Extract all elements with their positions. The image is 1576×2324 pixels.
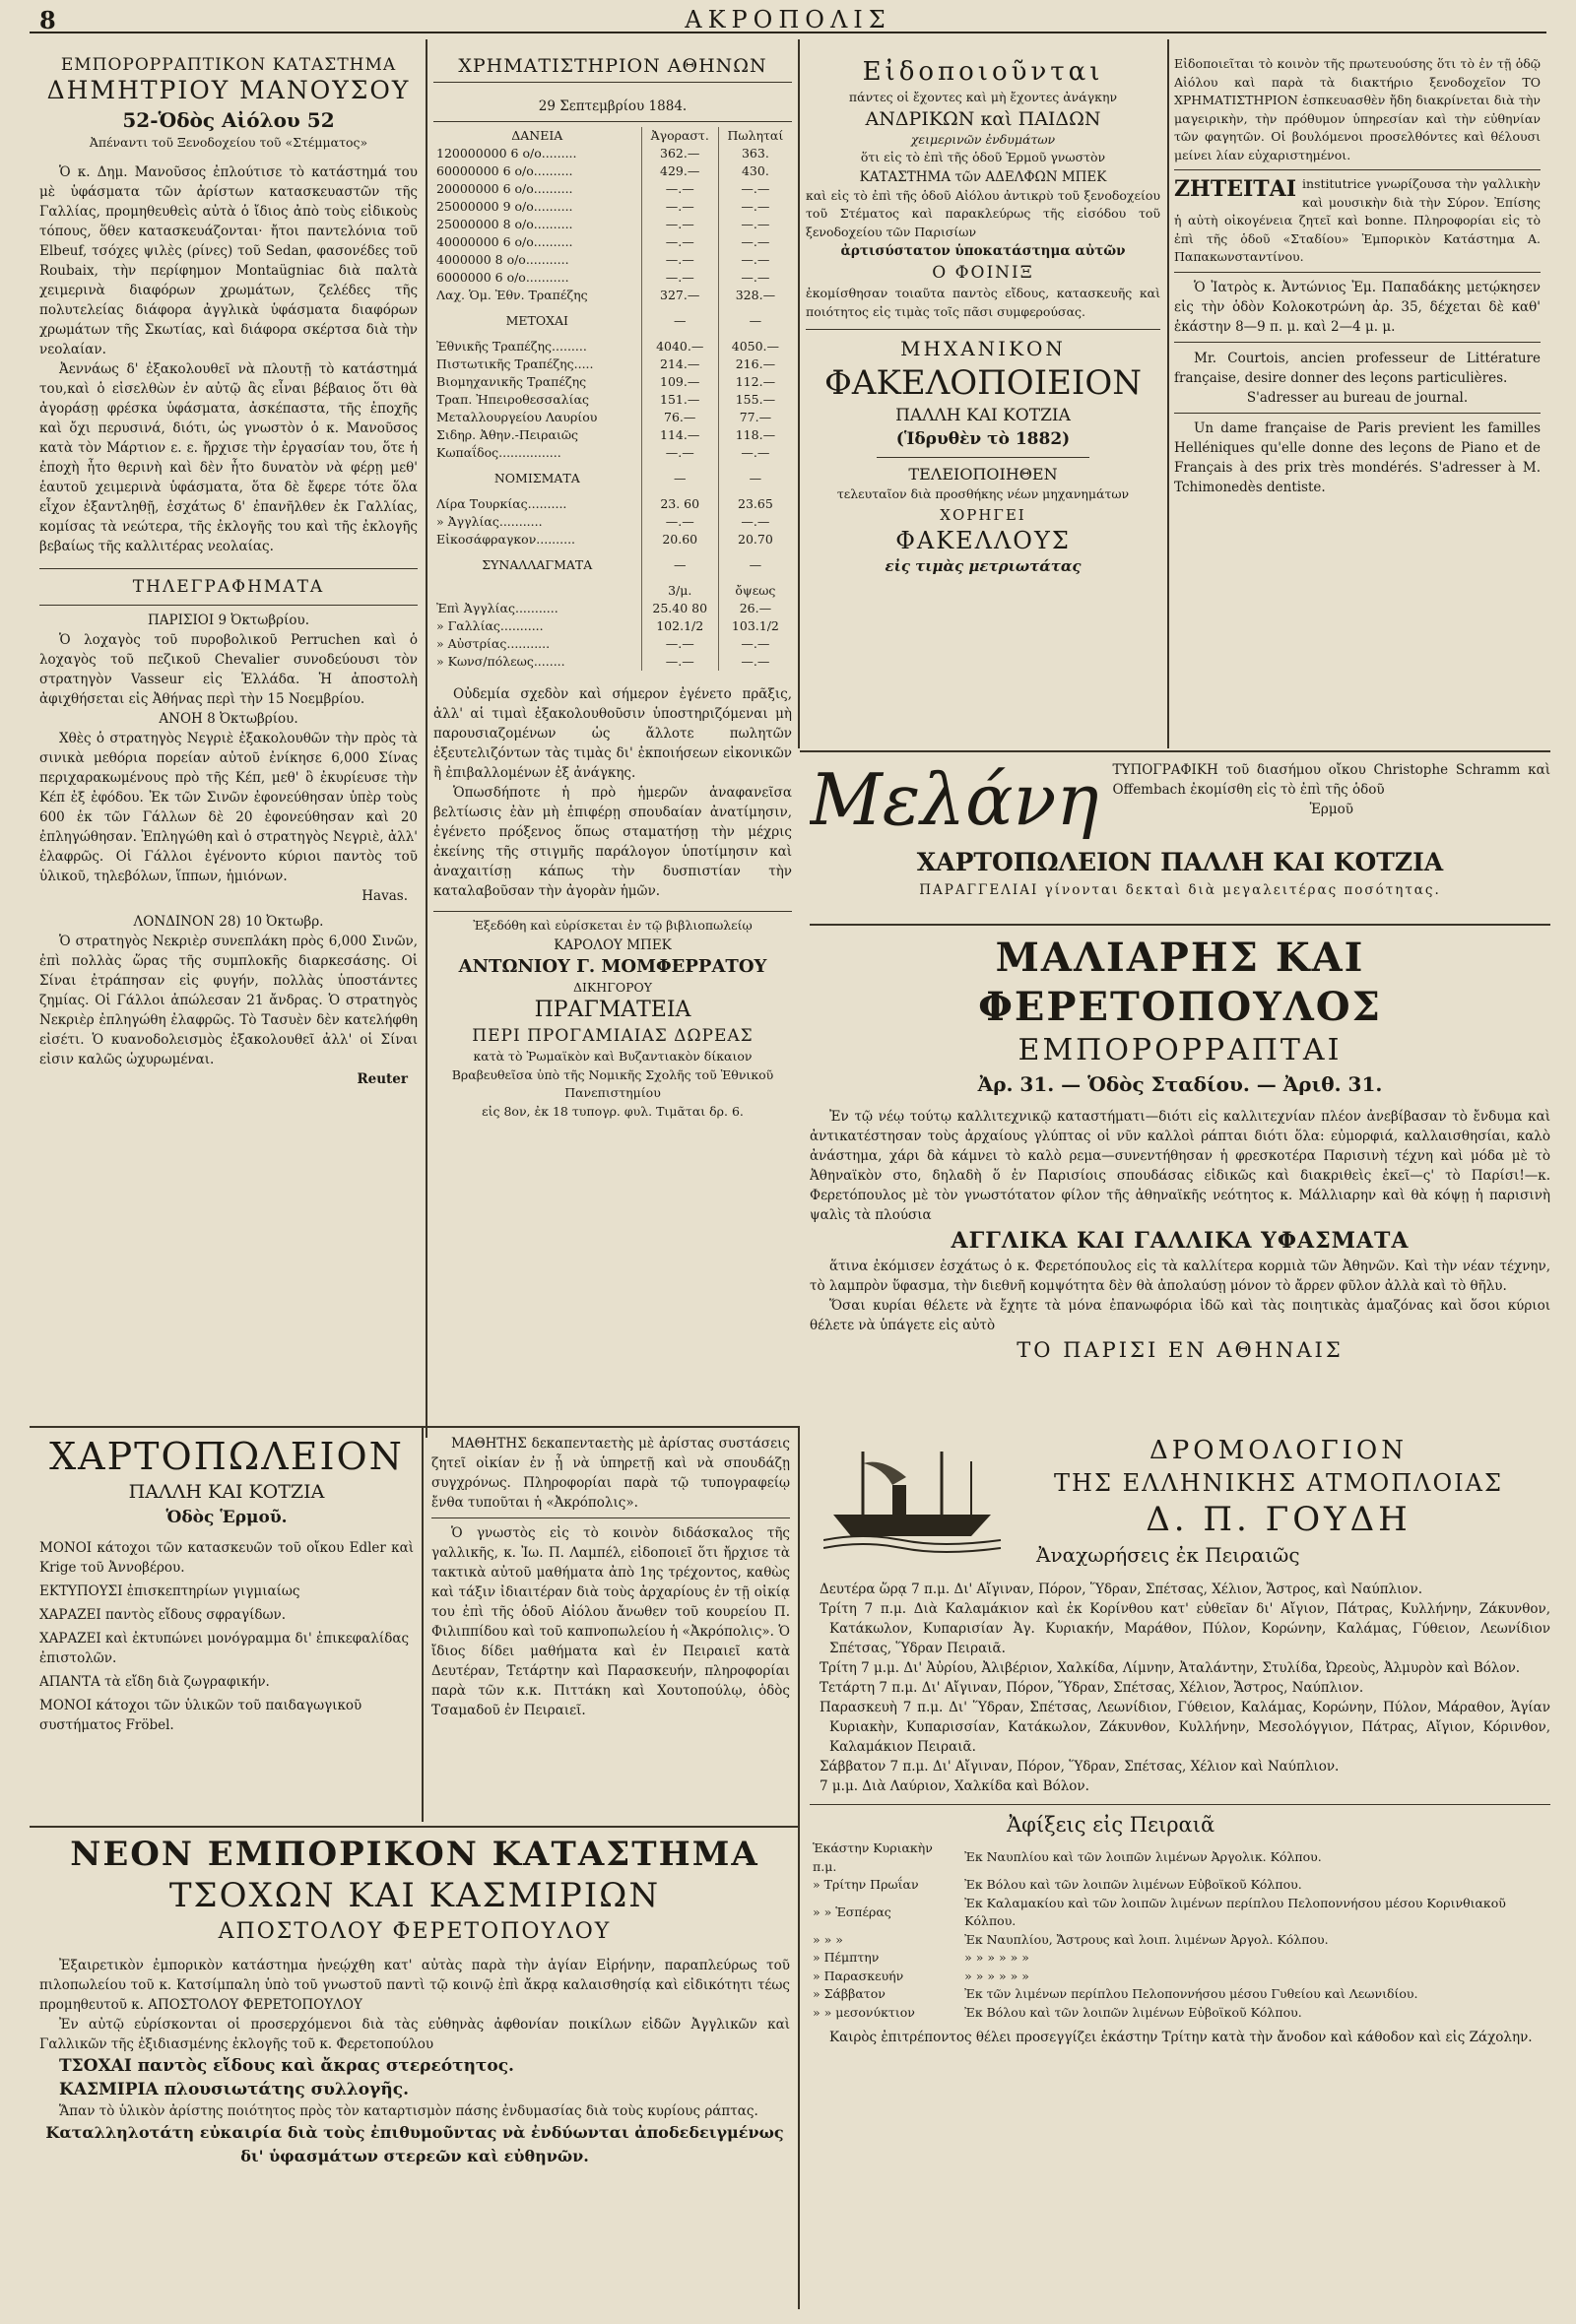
table-row xyxy=(433,233,792,251)
market-note: Ὁπωσδήποτε ἡ πρὸ ἡμερῶν ἀναφανεῖσα βελτίωσις ἐὰν μὴ ἐπιφέρῃ σπουδαίαν ἀνατίμησιν, ἐγένετο πρόξενος ὅπως σταματήσῃ τὴν μέχρις ἐκείνης τῆς στιγμῆς παράλογον ὑποτίμησιν καὶ ἀναχαιτίσῃ κάπως τὴν δυσπιστίαν τὴν καταλαβοῦσαν τὴν ἀγορὰν ἡμῶν. xyxy=(433,785,792,899)
table-row xyxy=(433,531,792,549)
table-cell: —.— xyxy=(641,251,718,269)
table-row xyxy=(810,1931,1550,1950)
table-cell: » Ἀγγλίας........... xyxy=(433,513,641,531)
table-cell: Μεταλλουργείου Λαυρίου xyxy=(433,409,641,426)
section-rule xyxy=(30,1826,800,1828)
notice-title: Εἰδοποιοῦνται xyxy=(862,57,1104,87)
table-cell: Εἰκοσάφραγκον.......... xyxy=(433,531,641,549)
table-cell: » Τρίτην Πρωΐαν xyxy=(813,1877,919,1892)
table-header: ΔΑΝΕΙΑ xyxy=(433,127,641,145)
factory-line: τελευταῖον διὰ προσθήκης νέων μηχανημάτων xyxy=(836,486,1130,501)
arrivals-table xyxy=(810,1840,1550,2022)
table-cell: 363. xyxy=(741,146,769,161)
column-rule xyxy=(798,39,800,748)
table-cell: 76.— xyxy=(641,409,718,426)
ink-ad-street: Ἑρμοῦ xyxy=(1309,802,1353,817)
table-cell: —.— xyxy=(741,514,770,529)
table-cell: » » μεσονύκτιον xyxy=(813,2004,915,2020)
table-cell: —.— xyxy=(741,445,770,460)
table-row xyxy=(433,338,792,355)
book-ad-line: εἰς 8ον, ἐκ 18 τυπογρ. φυλ. Τιμᾶται δρ. 6. xyxy=(482,1103,744,1119)
table-cell: 102.1/2 xyxy=(641,617,718,635)
column-rule xyxy=(422,1428,424,1822)
shop-subtitle: Ἀπέναντι τοῦ Ξενοδοχείου τοῦ «Στέμματος» xyxy=(89,135,368,150)
factory-line: ΤΕΛΕΙΟΠΟΙΗΘΕΝ xyxy=(908,465,1058,484)
section-rule xyxy=(800,750,1550,752)
stationery-owners: ΠΑΛΛΗ ΚΑΙ ΚΟΤΖΙΑ xyxy=(128,1481,325,1503)
table-cell: —.— xyxy=(641,653,718,671)
table-cell: 103.1/2 xyxy=(731,618,779,633)
departure-item: Τρίτη 7 μ.μ. Δι' Ἀὐρίου, Ἀλιβέριον, Χαλκίδα, Λίμνην, Ἀταλάντην, Στυλίδα, Ὠρεοὺς, Ἀλμυρὸν καὶ Βόλον. xyxy=(820,1660,1521,1676)
table-header: Ἀγοραστ. xyxy=(641,127,718,145)
table-cell: 20.70 xyxy=(738,532,773,547)
table-row xyxy=(810,2004,1550,2023)
schedule-company: ΤΗΣ ΕΛΛΗΝΙΚΗΣ ΑΤΜΟΠΛΟΙΑΣ xyxy=(1054,1469,1503,1497)
teacher-notice: Ὁ γνωστὸς εἰς τὸ κοινὸν διδάσκαλος τῆς γαλλικῆς, κ. Ἰω. Π. Λαμπέλ, εἰδοποιεῖ ὅτι ἤρχισε τὰ τακτικὰ αὐτοῦ μαθήματα ἀπὸ 1ης τρέχοντος, καθὼς καὶ τάξιν ἰδιαιτέραν διὰ τοὺς ἀρχαρίους ἐν τῇ οἰκίᾳ του ἐπὶ τῆς ὁδοῦ Αἰόλου ἄνωθεν τοῦ κουρείου Π. Φιλιππίδου καὶ τοῦ καπνοπωλείου ἡ «Ἀκρόπολις». Ὁ ἴδιος δίδει μαθήματα καὶ ἐν Πειραιεῖ κατὰ Δευτέραν, Τετάρτην καὶ Παρασκευήν, πληροφορίαι παρὰ τῶν κ.κ. Πιττάκη καὶ Χουτοπούλῳ, ὁδὸς Τσαμαδοῦ ἐν Πειραιεῖ. xyxy=(431,1525,790,1718)
book-subtitle: ΠΕΡΙ ΠΡΟΓΑΜΙΑΙΑΣ ΔΩΡΕΑΣ xyxy=(472,1026,754,1046)
schedule-owner: Δ. Π. ΓΟΥΔΗ xyxy=(1146,1500,1412,1539)
doctor-notice: Ὁ Ἰατρὸς κ. Ἀντώνιος Ἐμ. Παπαδάκης μετῴκησεν εἰς τὴν ὁδὸν Κολοκοτρώνη ἀρ. 35, δέχεται δὲ καθ' ἑκάστην 8—9 π. μ. καὶ 2—4 μ. μ. xyxy=(1174,279,1541,335)
notice-line: ὅτι εἰς τὸ ἐπὶ τῆς ὁδοῦ Ἑρμοῦ γνωστὸν xyxy=(860,150,1106,164)
table-cell: —.— xyxy=(641,233,718,251)
table-cell: —.— xyxy=(641,216,718,233)
table-row xyxy=(810,1985,1550,2004)
table-cell: 114.— xyxy=(641,426,718,444)
section-header: ΜΕΤΟΧΑΙ xyxy=(433,304,641,338)
cloth-shop-text: ΤΣΟΧΑΙ παντὸς εἴδους καὶ ἄκρας στερεότητος. xyxy=(59,2056,514,2076)
stationery-title: ΧΑΡΤΟΠΩΛΕΙΟΝ xyxy=(49,1435,404,1478)
table-cell: » » » » » » xyxy=(964,1950,1029,1965)
table-row xyxy=(810,1895,1550,1931)
table-cell: —.— xyxy=(741,234,770,249)
agency-signature: Havas. xyxy=(361,887,408,904)
exchange-date: 29 Σεπτεμβρίου 1884. xyxy=(538,98,688,114)
table-cell: » » Ἑσπέρας xyxy=(813,1904,891,1919)
departure-item: Παρασκευὴ 7 π.μ. Δι' Ὕδραν, Σπέτσας, Λεωνίδιον, Γύθειον, Καλάμας, Κορώνην, Πύλον, Μάραθον, Ἁγίαν Κυριακὴν, Κυπαρισσίαν, Κατάκωλον, Ζάκυνθον, Κυλλήνην, Μεσολόγγιον, Πάτρας, Αἴγιον, Κόρινθον, Καλαμάκιον Πειραιᾶ. xyxy=(820,1700,1550,1755)
table-row xyxy=(433,409,792,426)
table-row xyxy=(433,180,792,198)
ink-ad-store: ΧΑΡΤΟΠΩΛΕΙΟΝ ΠΑΛΛΗ ΚΑΙ ΚΟΤΖΙΑ xyxy=(916,848,1444,876)
table-row xyxy=(433,216,792,233)
cloth-shop-owner: ΑΠΟΣΤΟΛΟΥ ΦΕΡΕΤΟΠΟΥΛΟΥ xyxy=(218,1919,612,1944)
notice-line: ἀρτισύστατον ὑποκατάστημα αὐτῶν xyxy=(840,243,1126,259)
newspaper-title: ΑΚΡΟΠΟΛΙΣ xyxy=(685,6,891,33)
column-4 xyxy=(1174,55,1541,744)
table-cell: » Γαλλίας........... xyxy=(433,617,641,635)
table-cell: —.— xyxy=(641,198,718,216)
stationery-line: ΕΚΤΥΠΟΥΣΙ ἐπισκεπτηρίων γιγμιαίως xyxy=(39,1583,300,1599)
section-rule xyxy=(30,1426,800,1428)
table-cell: Ἐκ Καλαμακίου καὶ τῶν λοιπῶν λιμένων περίπλου Πελοποννήσου μέσου Κορινθιακοῦ Κόλπου. xyxy=(964,1895,1506,1928)
tailors-text: ἅτινα ἐκόμισεν ἐσχάτως ὁ κ. Φερετόπουλος εἰς τὰ καλλίτερα κορμιὰ τῶν Ἀθηνῶν. Καὶ τὴν νέαν τέχνην, τὸ λαμπρὸν ὕφασμα, τὴν διεθνῆ κομψότητα δὲν θὰ ἀπολαύσῃ μόνον τὸ ἄρρεν φῦλον ἀλλὰ καὶ τὸ θῆλυ. xyxy=(810,1259,1550,1294)
student-notice: ΜΑΘΗΤΗΣ δεκαπενταετὴς μὲ ἀρίστας συστάσεις ζητεῖ οἰκίαν ἐν ᾗ νὰ ὑπηρετῇ καὶ νὰ σπουδάζῃ συγχρόνως. Πληροφορίαι παρὰ τῷ τυπογραφείῳ ἔνθα τυποῦται ἡ «Ἀκρόπολις». xyxy=(431,1436,790,1511)
table-cell: 362.— xyxy=(641,145,718,162)
classifieds xyxy=(431,1434,790,1823)
notice-line: ἐκομίσθησαν τοιαῦτα παντὸς εἴδους, κατασκευῆς καὶ ποιότητος εἰς τιμὰς τοῖς πᾶσι συμφερούσας. xyxy=(806,286,1160,319)
stationery-line: ΧΑΡΑΖΕΙ παντὸς εἴδους σφραγίδων. xyxy=(39,1607,287,1623)
table-row xyxy=(433,373,792,391)
cloth-shop-text: Ἐν αὐτῷ εὑρίσκονται οἱ προσερχόμενοι διὰ τὰς εὐθηνὰς ἀφθονίαν ποικίλων εἰδῶν Ἀγγλικῶν καὶ Γαλλικῶν τῆς ἐξιδιασμένης ἐκλογῆς τοῦ κ. Φερετοπούλου xyxy=(39,2017,790,2052)
table-cell: —.— xyxy=(741,636,770,651)
wanted-title: ΖΗΤΕΙΤΑΙ xyxy=(1174,176,1297,202)
table-cell: Ἐκ Βόλου καὶ τῶν λοιπῶν λιμένων Εὐβοϊκοῦ Κόλπου. xyxy=(964,1877,1302,1892)
schedule-footnote: Καιρὸς ἐπιτρέποντος θέλει προσεγγίζει ἑκάστην Τρίτην κατὰ τὴν ἄνοδον καὶ κάθοδον καὶ εἰς Ζάχολην. xyxy=(829,2030,1533,2045)
tailors-fabrics: ΑΓΓΛΙΚΑ ΚΑΙ ΓΑΛΛΙΚΑ ΥΦΑΣΜΑΤΑ xyxy=(951,1228,1410,1254)
table-row xyxy=(433,617,792,635)
table-cell: 430. xyxy=(741,163,769,178)
table-cell: —.— xyxy=(641,444,718,462)
dateline: ΠΑΡΙΣΙΟΙ 9 Ὀκτωβρίου. xyxy=(147,612,310,628)
dateline: ΛΟΝΔΙΝΟΝ 28) 10 Ὀκτωβρ. xyxy=(133,913,324,930)
table-cell: —.— xyxy=(741,217,770,231)
notice-heading: ΑΝΔΡΙΚΩΝ καὶ ΠΑΙΔΩΝ xyxy=(865,107,1101,130)
table-row xyxy=(433,145,792,162)
book-title: ΠΡΑΓΜΑΤΕΙΑ xyxy=(534,998,691,1022)
departures-title: Ἀναχωρήσεις ἐκ Πειραιῶς xyxy=(1036,1543,1300,1567)
table-cell: 4050.— xyxy=(731,339,780,354)
arrivals-title: Ἀφίξεις εἰς Πειραιᾶ xyxy=(1007,1813,1215,1837)
departure-item: 7 μ.μ. Διὰ Λαύριον, Χαλκίδα καὶ Βόλον. xyxy=(820,1778,1089,1794)
section-header: ΣΥΝΑΛΛΑΓΜΑΤΑ xyxy=(433,549,641,582)
table-cell: Ἐκ Ναυπλίου, Ἄστρους καὶ λοιπ. λιμένων Ἀργολ. Κόλπου. xyxy=(964,1931,1329,1947)
telegrams-title: ΤΗΛΕΓΡΑΦΗΜΑΤΑ xyxy=(132,576,325,597)
cloth-shop-text: Καταλληλοτάτη εὐκαιρία διὰ τοὺς ἐπιθυμοῦντας νὰ ἐνδύωνται ἀποδεδειγμένως δι' ὑφασμάτων στερεῶν καὶ εὐθηνῶν. xyxy=(45,2123,784,2165)
book-ad-line: ΔΙΚΗΓΟΡΟΥ xyxy=(572,979,653,995)
table-cell: 118.— xyxy=(735,427,776,442)
table-row xyxy=(433,444,792,462)
cloth-shop-text: Ἐξαιρετικὸν ἐμπορικὸν κατάστημα ἠνεῴχθη κατ' αὐτὰς παρὰ τὴν ἁγίαν Εἰρήνην, παραπλεύρως τοῦ πιλοπωλείου τοῦ κ. Κατσίμπαλη ὑπὸ τοῦ γνωστοῦ παντὶ τῷ κοινῷ ἐπὶ ἄκρᾳ καλαισθησίᾳ καὶ εἰδικότητι τέως προμηθευτοῦ κ. ΑΠΟΣΤΟΛΟΥ ΦΕΡΕΤΟΠΟΥΛΟΥ xyxy=(39,1958,790,2013)
table-row xyxy=(433,426,792,444)
shop-body: Ὁ κ. Δημ. Μανοῦσος ἐπλούτισε τὸ κατάστημά του μὲ ὑφάσματα τῶν ἀρίστων κατασκευαστῶν τῆς Γαλλίας, προμηθευθεὶς αὐτὰ ὁ ἴδιος ἀπὸ τοὺς εἰδικοὺς τόπους, ὅθεν κατασκευάζονται· ἤτοι παντελόνια τοῦ Elbeuf, τσόχες ψιλὲς (ρίνες) τοῦ Sedan, φασονέδες τοῦ Roubaix, τὴν περίφημον Montaügniac διὰ παλτὰ χειμερινὰ διαφόρων χρωμάτων, ζελέδες τῆς πολυτελείας διάφορα ἀγγλικὰ ὑφάσματα διαφόρων χρωμάτων τῆς Σκωτίας, καὶ διάφορα σκέρτσα διὰ τὴν νεολαίαν. xyxy=(39,163,418,357)
tailors-name: ΜΑΛΙΑΡΗΣ ΚΑΙ ΦΕΡΕΤΟΠΟΥΛΟΣ xyxy=(978,935,1382,1030)
table-cell: —.— xyxy=(641,635,718,653)
table-cell: » Αὐστρίας........... xyxy=(433,635,641,653)
notice-branch: Ο ΦΟΙΝΙΞ xyxy=(932,263,1034,283)
factory-line: ΧΟΡΗΓΕΙ xyxy=(940,505,1026,524)
book-ad-line: κατὰ τὸ Ῥωμαϊκὸν καὶ Βυζαντιακὸν δίκαιον xyxy=(473,1049,753,1064)
table-row xyxy=(433,269,792,287)
table-cell: Βιομηχανικῆς Τραπέζης xyxy=(433,373,641,391)
cloth-shop-goods: ΤΣΟΧΩΝ ΚΑΙ ΚΑΣΜΙΡΙΩΝ xyxy=(168,1876,661,1915)
exchange-table: ΔΑΝΕΙΑ Ἀγοραστ. Πωληταί 120000000 6 ο/ο......... 362.— 363. 60000000 6 ο/ο.......... 429.— 430. 20000000 6 ο/ο.......... —.— —.— 25000000 9 ο/ο.......... —.— —.— 25000000 8 ο/ο.......... —.— —.— 40000000 6 ο/ο.......... —.— —.— 4000000 8 ο/ο........... —.— —.— 6000000 6 ο/ο........... —.— —.— Λαχ. Ὁμ. Ἐθν. Τραπέζης 327.— 328.— ΜΕΤΟΧΑΙ — — Ἐθνικῆς Τραπέζης......... 4040.— 4050.— Πιστωτικῆς Τραπέζης..... 214.— 216.— Βιομηχανικῆς Τραπέζης 109.— 112.— Τραπ. Ἠπειροθεσσαλίας 151.— 155.— Μεταλλουργείου Λαυρίου 76.— 77.— Σιδηρ. Ἀθην.-Πειραιῶς 114.— 118.— Κωπαΐδος................ —.— —.— ΝΟΜΙΣΜΑΤΑ — — Λίρα Τουρκίας.......... 23. 60 23.65 » Ἀγγλίας........... —.— —.— Εἰκοσάφραγκον.......... 20.60 20.70 ΣΥΝΑΛΛΑΓΜΑΤΑ — — 3/μ. ὄψεως Ἐπὶ Ἀγγλίας........... 25.40 80 26.— » Γαλλίας........... 102.1/2 103.1/2 » Αὐστρίας........... —.— —.— » Κωνσ/πόλεως........ —.— —.— xyxy=(433,127,792,671)
book-ad-line: ΚΑΡΟΛΟΥ ΜΠΕΚ xyxy=(554,936,672,953)
piano-notice: Un dame française de Paris previent les familles Helléniques qu'elle donne des leçons de Piano et de Français à des prix très mondérés. S'adresser à M. Tchimonedès dentiste. xyxy=(1174,420,1541,495)
table-cell: 109.— xyxy=(641,373,718,391)
market-note: Οὐδεμία σχεδὸν καὶ σήμερον ἐγένετο πρᾶξις, ἀλλ' αἱ τιμαὶ ἐξακολουθοῦσιν ὑποστηριζόμεναι μὴ παρουσιαζομένων ὡς ἄλλοτε πωλητῶν ἐξευτελιζόντων τὰς τιμὰς δι' ἐκποιήσεων εἰκονικῶν ἢ ἐπιβαλλομένων ἐξ ἀνάγκης. xyxy=(433,686,792,781)
steamship-icon xyxy=(823,1438,1011,1556)
table-cell: 20000000 6 ο/ο.......... xyxy=(433,180,641,198)
table-cell: 120000000 6 ο/ο......... xyxy=(433,145,641,162)
notice-line: πάντες οἱ ἔχοντες καὶ μὴ ἔχοντες ἀνάγκην xyxy=(848,90,1118,104)
table-row xyxy=(433,600,792,617)
table-cell: » » » xyxy=(813,1931,843,1947)
table-cell: 26.— xyxy=(739,601,772,615)
table-row xyxy=(433,355,792,373)
table-cell: Ἑκάστην Κυριακὴν π.μ. xyxy=(813,1840,933,1874)
table-cell: 6000000 6 ο/ο........... xyxy=(433,269,641,287)
shop-title: ΕΜΠΟΡΟΡΡΑΠΤΙΚΟΝ ΚΑΤΑΣΤΗΜΑ xyxy=(60,55,397,75)
stationery-line: ΜΟΝΟΙ κάτοχοι τῶν ὑλικῶν τοῦ παιδαγωγικοῦ συστήματος Fröbel. xyxy=(39,1698,362,1733)
dateline: ΑΝΟΗ 8 Ὀκτωβρίου. xyxy=(159,710,298,727)
column-2 xyxy=(433,55,792,1424)
table-cell: » Κωνσ/πόλεως........ xyxy=(433,653,641,671)
column-rule xyxy=(426,39,427,1438)
column-1 xyxy=(39,55,418,1424)
schedule-title: ΔΡΟΜΟΛΟΓΙΟΝ xyxy=(1149,1436,1408,1465)
factory-product: ΦΑΚΕΛΛΟΥΣ xyxy=(895,526,1071,554)
factory-owners: ΠΑΛΛΗ ΚΑΙ ΚΟΤΖΙΑ xyxy=(895,406,1071,425)
page-header xyxy=(30,6,1546,33)
book-ad-line: Ἐξεδόθη καὶ εὑρίσκεται ἐν τῷ βιβλιοπωλείῳ xyxy=(473,918,753,933)
factory-name: ΦΑΚΕΛΟΠΟΙΕΙΟΝ xyxy=(824,363,1142,403)
table-cell: 25000000 9 ο/ο.......... xyxy=(433,198,641,216)
table-row xyxy=(810,1949,1550,1968)
table-cell: —.— xyxy=(741,654,770,669)
table-cell: 60000000 6 ο/ο.......... xyxy=(433,162,641,180)
departure-item: Τρίτη 7 π.μ. Διὰ Καλαμάκιον καὶ ἐκ Κορίνθου κατ' εὐθεῖαν δι' Αἴγιον, Πάτρας, Κυλλήνην, Ζάκυνθον, Κατάκωλον, Κυπαρισίαν Ἀγ. Κυριακήν, Μαράθον, Πύλον, Κορώνην, Καλάμας, Γύθειον, Λεωνίδιον Σπέτσας, Ὕδραν Πειραιᾶ. xyxy=(820,1601,1550,1656)
shop-owner: ΔΗΜΗΤΡΙΟΥ ΜΑΝΟΥΣΟΥ xyxy=(46,76,411,104)
table-cell: Κωπαΐδος................ xyxy=(433,444,641,462)
table-cell: 20.60 xyxy=(641,531,718,549)
table-cell: 23. 60 xyxy=(641,495,718,513)
column-3 xyxy=(806,55,1160,744)
notice-line: καὶ εἰς τὸ ἐπὶ τῆς ὁδοῦ Αἰόλου ἀντικρὺ τοῦ ξενοδοχείου τοῦ Στέματος καὶ παρακλεύρως τῆς εἰσόδου τοῦ ξενοδοχείου τῶν Παρισίων xyxy=(806,187,1160,239)
table-row xyxy=(433,162,792,180)
table-cell: 25000000 8 ο/ο.......... xyxy=(433,216,641,233)
factory-founded: (Ἱδρυθὲν τὸ 1882) xyxy=(895,429,1071,449)
table-row xyxy=(433,495,792,513)
tailors-address: Ἀρ. 31. — Ὁδὸς Σταδίου. — Ἀριθ. 31. xyxy=(977,1072,1383,1096)
table-row xyxy=(433,391,792,409)
table-cell: » Σάββατον xyxy=(813,1986,886,2001)
table-cell: 40000000 6 ο/ο.......... xyxy=(433,233,641,251)
table-cell: 25.40 80 xyxy=(641,600,718,617)
table-cell: Ἐθνικῆς Τραπέζης......... xyxy=(433,338,641,355)
section-rule xyxy=(810,924,1550,926)
table-cell: 23.65 xyxy=(738,496,773,511)
table-cell: —.— xyxy=(641,269,718,287)
cloth-shop-ad xyxy=(39,1834,790,2316)
ink-ad-title: Μελάνη xyxy=(810,760,1099,841)
table-cell: » Πέμπτην xyxy=(813,1950,880,1965)
ink-ad xyxy=(810,760,1550,918)
table-cell: 112.— xyxy=(735,374,776,389)
table-row xyxy=(810,1840,1550,1876)
stationery-line: ΜΟΝΟΙ κάτοχοι τῶν κατασκευῶν τοῦ οἴκου Edler καὶ Krige τοῦ Ἀννοβέρου. xyxy=(39,1540,414,1576)
table-cell: 77.— xyxy=(739,410,772,424)
exchange-title: ΧΡΗΜΑΤΙΣΤΗΡΙΟΝ ΑΘΗΝΩΝ xyxy=(458,55,767,77)
table-cell: Ἐκ τῶν λιμένων περίπλου Πελοποννήσου μέσου Γυθείου καὶ Λεωνιδίου. xyxy=(964,1986,1418,2001)
table-cell: 216.— xyxy=(735,356,776,371)
table-cell: Λίρα Τουρκίας.......... xyxy=(433,495,641,513)
ink-ad-orders: ΠΑΡΑΓΓΕΛΙΑΙ γίνονται δεκταὶ διὰ μεγαλειτέρας ποσότητας. xyxy=(919,882,1441,898)
tailors-title: ΕΜΠΟΡΟΡΡΑΠΤΑΙ xyxy=(1018,1033,1343,1067)
table-cell: 214.— xyxy=(641,355,718,373)
factory-title: ΜΗΧΑΝΙΚΟΝ xyxy=(900,337,1066,360)
notice-line: χειμερινῶν ἐνδυμάτων xyxy=(910,131,1056,147)
table-row xyxy=(433,251,792,269)
section-header: ΝΟΜΙΣΜΑΤΑ xyxy=(433,462,641,495)
tailors-text: Ὅσαι κυρίαι θέλετε νὰ ἔχητε τὰ μόνα ἐπανωφόρια ἰδῶ καὶ τὰς ποιητικὰς ἁμαζόνας καὶ ὅσοι κύριοι θέλετε νὰ ὑπάγετε εἰς αὐτὸ xyxy=(810,1298,1550,1333)
cloth-shop-text: Ἅπαν τὸ ὑλικὸν ἀρίστης ποιότητος πρὸς τὸν καταρτισμὸν πάσης ἐνδυμασίας διὰ τοὺς κυρίους ράπτας. xyxy=(59,2103,758,2119)
table-cell: Ἐπὶ Ἀγγλίας........... xyxy=(433,600,641,617)
column-rule xyxy=(1167,39,1169,748)
book-ad-line: Βραβευθεῖσα ὑπὸ τῆς Νομικῆς Σχολῆς τοῦ Ἐθνικοῦ Πανεπιστημίου xyxy=(451,1066,774,1100)
table-cell: » » » » » » xyxy=(964,1968,1029,1983)
cloth-shop-title: ΝΕΟΝ ΕΜΠΟΡΙΚΟΝ ΚΑΤΑΣΤΗΜΑ xyxy=(70,1835,759,1874)
table-cell: Ἐκ Βόλου καὶ τῶν λοιπῶν λιμένων Εὐβοϊκοῦ Κόλπου. xyxy=(964,2004,1302,2020)
departure-item: Τετάρτη 7 π.μ. Δι' Αἴγιναν, Πόρον, Ὕδραν, Σπέτσας, Χέλιον, Ἄστρος, Ναύπλιον. xyxy=(820,1680,1364,1696)
tailors-slogan: ΤΟ ΠΑΡΙΣΙ ΕΝ ΑΘΗΝΑΙΣ xyxy=(1017,1338,1344,1362)
table-cell: Σιδηρ. Ἀθην.-Πειραιῶς xyxy=(433,426,641,444)
table-cell: Ἐκ Ναυπλίου καὶ τῶν λοιπῶν λιμένων Ἀργολικ. Κόλπου. xyxy=(964,1849,1322,1865)
telegram-text: Ὁ στρατηγὸς Νεκριὲρ συνεπλάκη πρὸς 6,000 Σινῶν, ἐπὶ πολλὰς ὥρας τῆς συμπλοκῆς διαρκεσάσης. Οἱ Σίναι ἐτράπησαν εἰς φυγήν, πολλὰς ὑποστάντες ζημίας. Οἱ Γάλλοι ἀπώλεσαν 21 ἄνδρας. Ὁ στρατηγὸς Νεκριὲρ ἐπληγώθη ἐλαφρῶς. Τὸ Τασυὲν δὲν κατελήφθη εἰσέτι. Ὁ κυανοδολεισμὸς ἐξακολουθεῖ ἀλλ' οἱ Σίναι εἰσιν καλῶς ὡχυρωμέναι. xyxy=(39,933,418,1067)
wanted-text: institutrice γνωρίζουσα τὴν γαλλικὴν καὶ μουσικὴν διὰ τὴν Σύρον. Ἐπίσης ἡ αὐτὴ οἰκογένεια ζητεῖ καὶ bonne. Πληροφορίαι εἰς τὸ ἐπὶ τῆς ὁδοῦ «Σταδίου» Ἐμπορικὸν Κατάστημα Α. Παπακωνσταντίνου. xyxy=(1174,176,1541,264)
table-header: 3/μ. xyxy=(641,582,718,600)
wanted-notice xyxy=(1174,175,1541,267)
table-header: Πωληταί xyxy=(727,128,784,143)
table-cell: —.— xyxy=(741,181,770,196)
shop-address: 52-Ὁδὸς Αἰόλου 52 xyxy=(122,108,335,132)
stationery-ad xyxy=(39,1434,414,1828)
table-row xyxy=(433,287,792,304)
shop-body-2: Ἀεννάως δ' ἐξακολουθεῖ νὰ πλουτῇ τὸ κατάστημά του,καὶ ὁ εἰσελθὼν ἐν αὐτῷ ἂς εἶναι βέβαιος ὅτι θὰ ἀγοράσῃ φρέσκα ὑφάσματα, ἀσκέπαστα, τῆς ἐποχῆς καὶ ὄχι περυσινά, διότι, ὡς γνωστὸν ὁ κ. Μανοῦσος κατὰ τὸν Μάρτιον ε. ε. ἤρχισε τὴν ἐργασίαν του, ὅτε ἡ ἐποχὴ ἦτο θερινὴ καὶ δὲν ἦτο δυνατὸν νὰ φέρῃ μεθ' ἑαυτοῦ χειμερινὰ ὑφάσματα, ὅτα δὲ ἔφερε τότε ὅλα εἶχον ἐξαντληθῇ, ἐσχάτως δ' ἐπανῆλθεν ἐκ Γαλλίας, κομίσας τὰ νεώτερα, τῆς ἐκλογῆς του καὶ τῆς ἐκλογῆς βεβαίως τῆς καλλιτέρας νεολαίας. xyxy=(39,360,418,554)
table-cell: 151.— xyxy=(641,391,718,409)
table-cell: Λαχ. Ὁμ. Ἐθν. Τραπέζης xyxy=(433,287,641,304)
stationery-line: ΧΑΡΑΖΕΙ καὶ ἐκτυπώνει μονόγραμμα δι' ἐπικεφαλίδας ἐπιστολῶν. xyxy=(39,1631,410,1666)
agency-signature: Reuter xyxy=(357,1070,408,1087)
table-cell: —.— xyxy=(741,199,770,214)
french-tutor-contact: S'adresser au bureau de journal. xyxy=(1246,389,1469,406)
table-row xyxy=(433,653,792,671)
departure-item: Σάββατον 7 π.μ. Δι' Αἴγιναν, Πόρον, Ὕδραν, Σπέτσας, Χέλιον καὶ Ναύπλιον. xyxy=(820,1759,1340,1775)
tailors-ad xyxy=(810,934,1550,1421)
table-header: ὄψεως xyxy=(735,583,776,598)
table-cell: 4000000 8 ο/ο........... xyxy=(433,251,641,269)
table-cell: —.— xyxy=(641,180,718,198)
table-cell: —.— xyxy=(741,252,770,267)
table-cell: 327.— xyxy=(641,287,718,304)
book-author: ΑΝΤΩΝΙΟΥ Γ. ΜΟΜΦΕΡΡΑΤΟΥ xyxy=(458,955,767,977)
stationery-street: Ὁδὸς Ἑρμοῦ. xyxy=(165,1508,288,1527)
restaurant-notice: Εἰδοποιεῖται τὸ κοινὸν τῆς πρωτευούσης ὅτι τὸ ἐν τῇ ὁδῷ Αἰόλου καὶ παρὰ τὰ διακτήριο ξενοδοχεῖον ΤΟ ΧΡΗΜΑΤΙΣΤΗΡΙΟΝ ἐσπκευασθὲν ἤδη διακρίνεται διὰ τὴν μαγειρικὴν, τὴν πρόθυμον ὑπηρεσίαν καὶ τὴν εὐθηνίαν τῶν φαγητῶν. Οἱ βουλόμενοι προσελθόντες καὶ θέλουσι μείνει λίαν εὐχαριστημένοι. xyxy=(1174,56,1541,162)
table-row xyxy=(433,513,792,531)
table-row xyxy=(433,198,792,216)
french-tutor-notice: Mr. Courtois, ancien professeur de Littérature française, desire donner des leçons particulières. xyxy=(1174,350,1541,386)
table-cell: —.— xyxy=(641,513,718,531)
table-cell: 328.— xyxy=(735,288,776,302)
cloth-shop-text: ΚΑΣΜΙΡΙΑ πλουσιωτάτης συλλογῆς. xyxy=(59,2080,409,2099)
table-cell: 429.— xyxy=(641,162,718,180)
notice-store: ΚΑΤΑΣΤΗΜΑ τῶν ΑΔΕΛΦΩΝ ΜΠΕΚ xyxy=(859,168,1107,185)
factory-line: εἰς τιμὰς μετριωτάτας xyxy=(885,556,1082,575)
tailors-text: Ἐν τῷ νέῳ τούτῳ καλλιτεχνικῷ καταστήματι—διότι εἰς καλλιτεχνίαν πλέον ἀνεβίβασαν τὸ ἔνδυμα καὶ ἀντικατέστησαν τοὺς ἀρχαίους γλύπτας οἱ νῦν καλλοὶ ράπται διότι ὅλα: εὐμορφιά, καλλαισθησίαι, καλὸ ἀνάστημα, χάρι δὰ κάμνει τὸ καλὸ ρεμα—συνεντήθησαν ἡ φρεσκοτέρα Παρισινὴ τέχνη καὶ μόδα μὲ τὸ Ἀθηναϊκὸν στο, δηλαδὴ ὅ ἐν Παρισίοις σπουδάσας εἰδικῶς καὶ διακριθεὶς ἐκεῖ—ς' τὸ Παρίσι!—κ. Φερετόπουλος μὲ τὸν γνωστότατον φίλον τῆς ἀθηναϊκῆς νεότητος κ. Μάλλιαρην καὶ θὰ κόψῃ ἡ παρισινὴ ψαλὶς τὰ πλούσια xyxy=(810,1109,1550,1223)
table-cell: 155.— xyxy=(735,392,776,407)
telegram-text: Ὁ λοχαγὸς τοῦ πυροβολικοῦ Perruchen καὶ ὁ λοχαγὸς τοῦ πεζικοῦ Chevalier συνοδεύουσι τὸν στρατηγὸν Vasseur εἰς Ἑλλάδα. Ἡ ἀποστολὴ ἀφιχθήσεται εἰς Ἀθήνας περὶ τὴν 15 Νοεμβρίου. xyxy=(39,631,418,707)
table-cell: —.— xyxy=(741,270,770,285)
table-row xyxy=(810,1968,1550,1986)
page-number: 8 xyxy=(39,6,56,34)
table-cell: Τραπ. Ἠπειροθεσσαλίας xyxy=(433,391,641,409)
telegram-text: Χθὲς ὁ στρατηγὸς Νεγριὲ ἐξακολουθῶν τὴν πρὸς τὰ σινικὰ μεθόρια πορείαν αὐτοῦ ἐνίκησε 6,000 Σίνας περιχαρακωμένους πρὸ τῆς Κέπ, μεθ' ὃ ἐκυρίευσε τὴν Κέπ ἐξ ἐφόδου. Ἐκ τῶν Σινῶν ἐφονεύθησαν ὑπὲρ τοὺς 600 ἐκ τῶν Γάλλων δὲ 20 ἐφονεύθησαν καὶ 20 ἐπληγώθησαν. Ἐπληγώθη καὶ ὁ στρατηγὸς Νεγριὲ, ἀλλ' ἐλαφρῶς. Οἱ Γάλλοι ἐγένοντο κύριοι παντὸς τοῦ ὑλικοῦ, τηλεβόλων, ἵππων, ἡμιόνων. xyxy=(39,730,418,884)
table-cell: » Παρασκευήν xyxy=(813,1968,904,1983)
table-cell: Πιστωτικῆς Τραπέζης..... xyxy=(433,355,641,373)
table-row xyxy=(810,1876,1550,1895)
shipping-schedule xyxy=(810,1434,1550,2315)
table-row xyxy=(433,635,792,653)
column-rule xyxy=(798,1428,800,2309)
ink-ad-text: ΤΥΠΟΓΡΑΦΙΚΗ τοῦ διασήμου οἴκου Christophe Schramm καὶ Offembach ἐκομίσθη εἰς τὸ ἐπὶ τῆς ὁδοῦ xyxy=(1112,762,1550,798)
stationery-line: ΑΠΑΝΤΑ τὰ εἴδη διὰ ζωγραφικήν. xyxy=(39,1674,270,1690)
departure-item: Δευτέρα ὥρᾳ 7 π.μ. Δι' Αἴγιναν, Πόρον, Ὕδραν, Σπέτσας, Χέλιον, Ἄστρος, καὶ Ναύπλιον. xyxy=(820,1582,1423,1597)
table-cell: 4040.— xyxy=(641,338,718,355)
departures-list xyxy=(810,1580,1550,1796)
